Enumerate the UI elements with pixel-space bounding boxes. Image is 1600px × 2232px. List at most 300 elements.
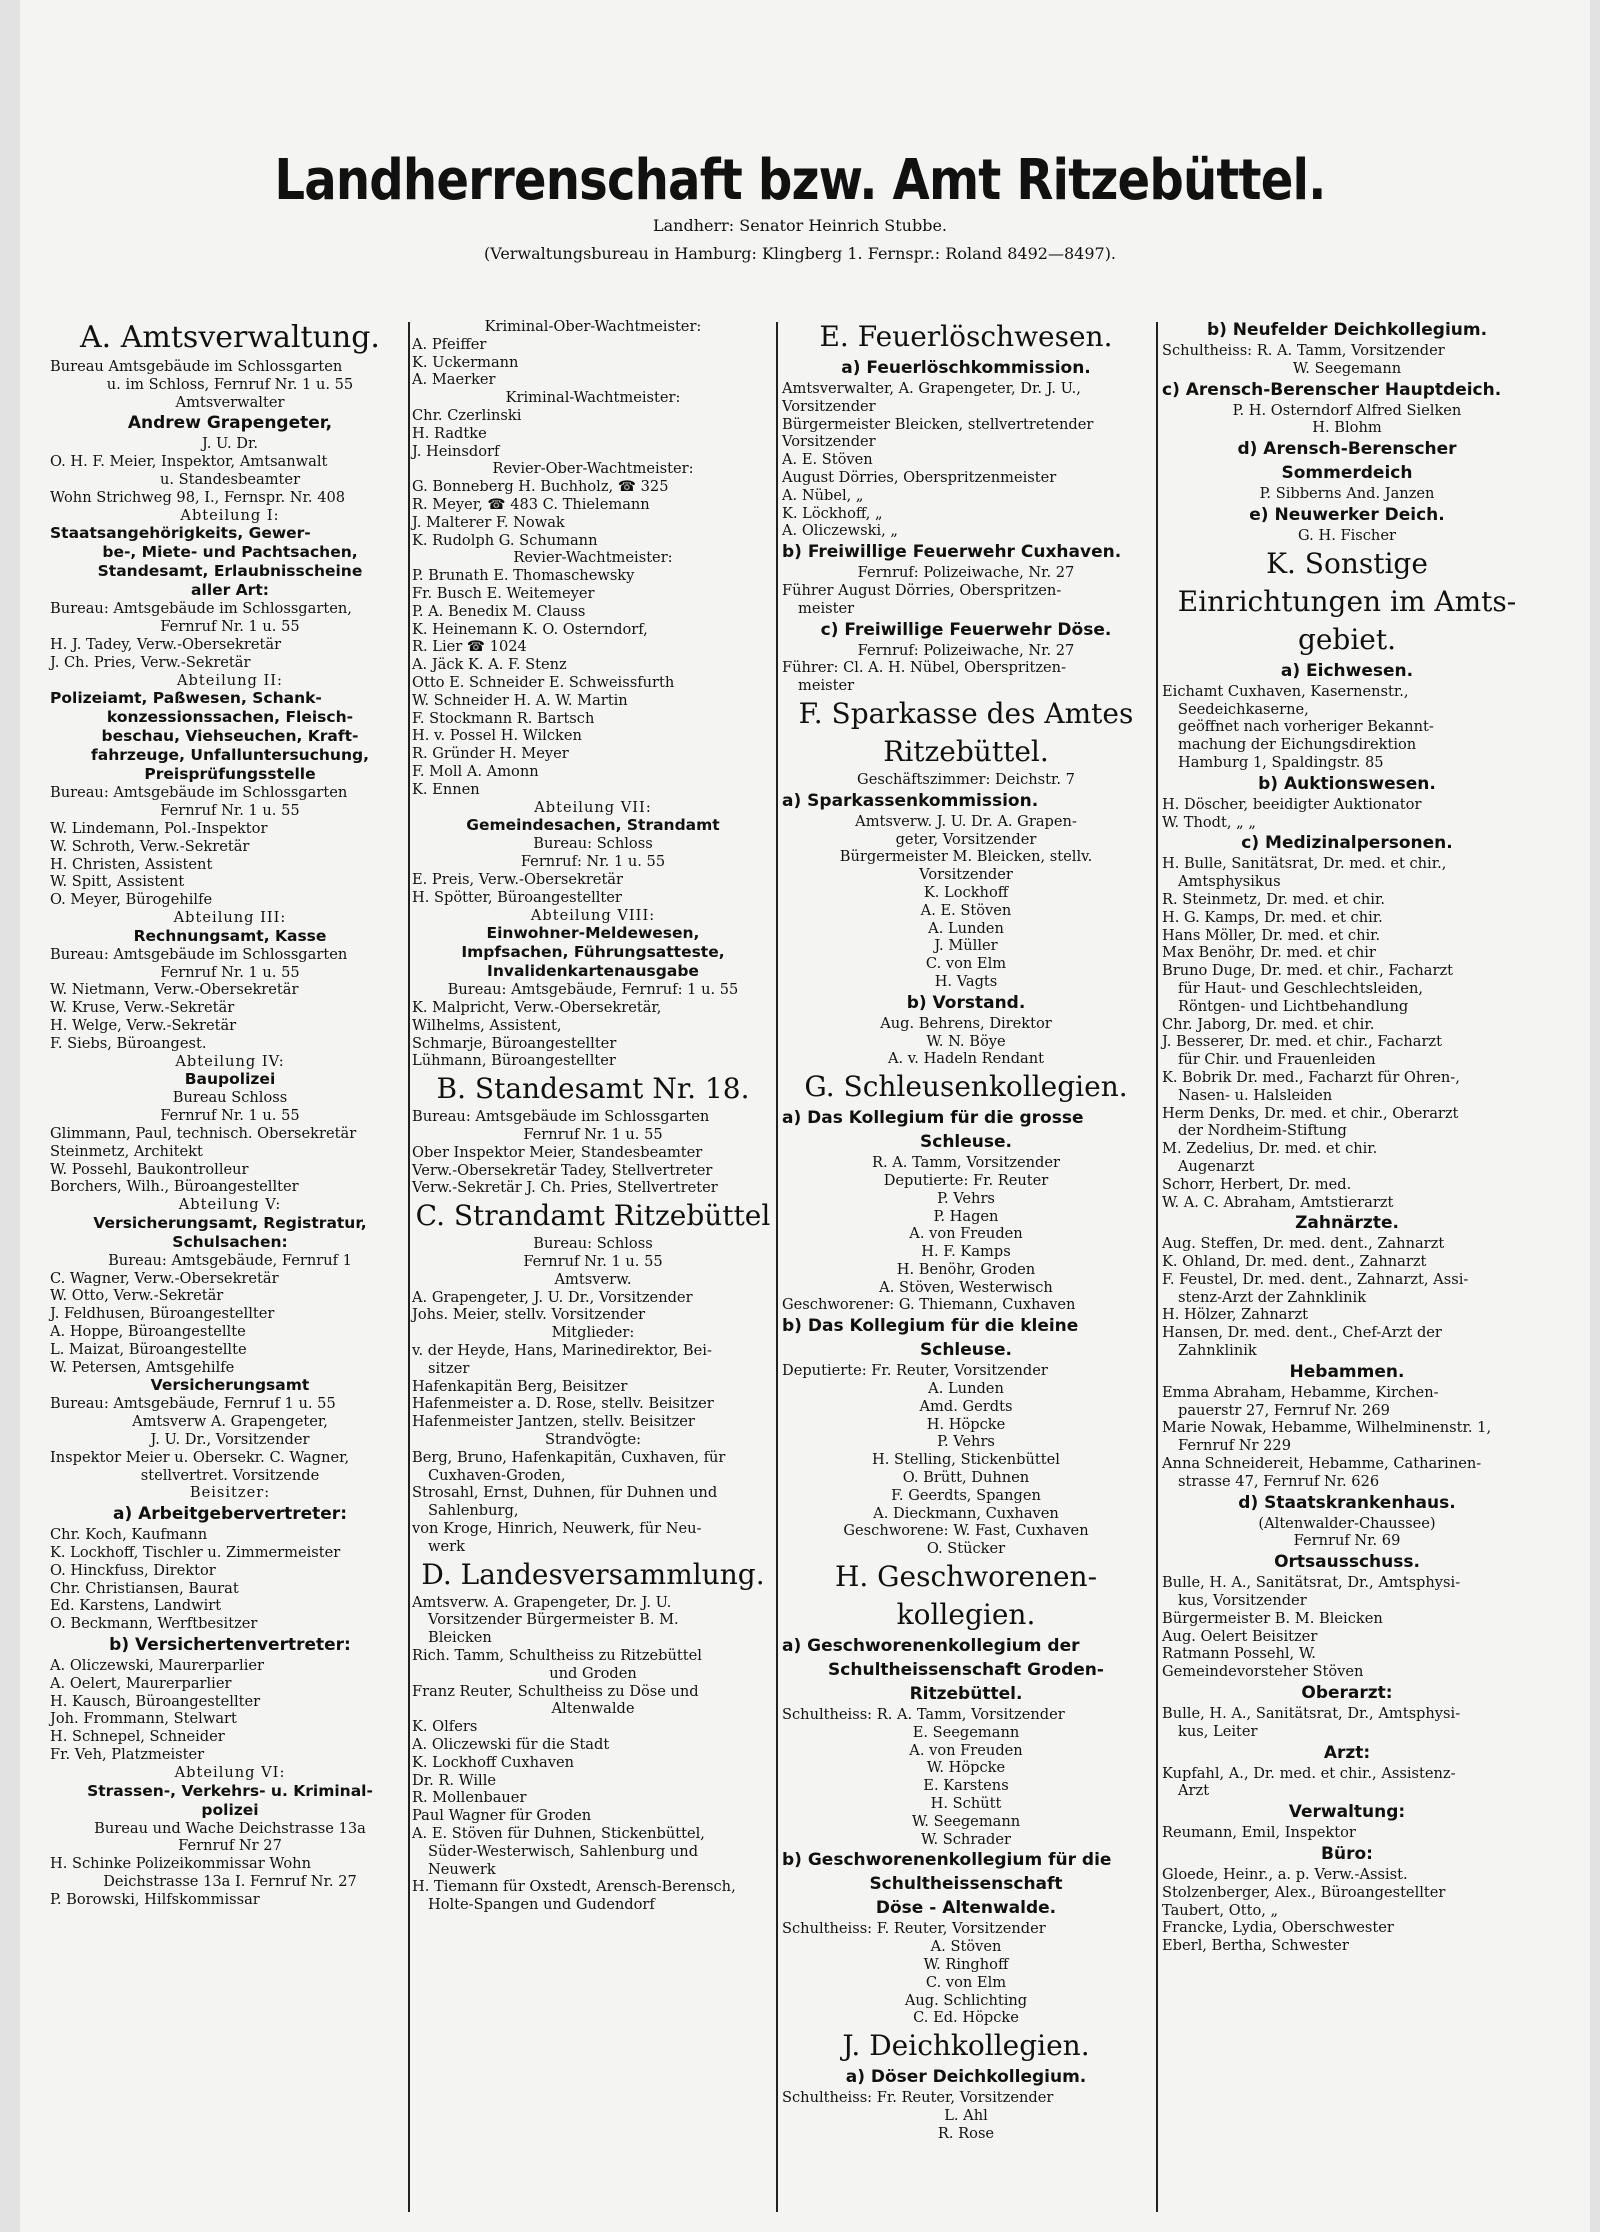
text-line: a) Das Kollegium für die grosse — [782, 1108, 1084, 1129]
text-line: H. Schnepel, Schneider — [50, 1728, 225, 1746]
text-line: O. Hinckfuss, Direktor — [50, 1561, 216, 1579]
text-line: Eichamt Cuxhaven, Kasernenstr., — [1162, 682, 1409, 700]
text-line: Schultheiss: R. A. Tamm, Vorsitzender — [782, 1706, 1065, 1724]
text-line: Fernruf: Polizeiwache, Nr. 27 — [857, 641, 1075, 659]
text-line: Amtsphysikus — [1178, 873, 1281, 891]
text-line: Fernruf: Polizeiwache, Nr. 27 — [857, 564, 1075, 582]
text-line: A. Lunden — [928, 919, 1004, 937]
text-line: Geschworener: G. Thiemann, Cuxhaven — [782, 1296, 1076, 1314]
text-line: d) Arensch-Berenscher — [1237, 439, 1457, 460]
text-line: Marie Nowak, Hebamme, Wilhelminenstr. 1, — [1162, 1419, 1492, 1437]
text-line: Geschworene: W. Fast, Cuxhaven — [843, 1522, 1089, 1540]
text-line: Abteilung VII: — [534, 798, 652, 816]
text-line: Gemeindevorsteher Stöven — [1162, 1663, 1364, 1681]
text-line: Eberl, Bertha, Schwester — [1162, 1937, 1349, 1955]
text-line: Verw.-Sekretär J. Ch. Pries, Stellvertreter — [412, 1179, 718, 1197]
text-line: Vorsitzender — [782, 397, 876, 415]
text-line: Bureau: Schloss — [533, 835, 653, 853]
text-line: W. Thodt, „ „ — [1162, 813, 1256, 831]
text-line: e) Neuwerker Deich. — [1249, 504, 1445, 525]
text-line: August Dörries, Oberspritzenmeister — [782, 468, 1057, 486]
text-line: Bureau und Wache Deichstrasse 13a — [94, 1819, 366, 1837]
text-line: Amtsverw A. Grapengeter, — [132, 1413, 328, 1431]
text-line: Schultheissenschaft — [869, 1874, 1063, 1895]
text-line: und Groden — [549, 1664, 637, 1682]
text-line: R. A. Tamm, Vorsitzender — [871, 1154, 1060, 1172]
text-line: W. Höpcke — [926, 1759, 1006, 1777]
text-line: Hafenmeister a. D. Rose, stellv. Beisitzer — [412, 1395, 714, 1413]
text-line: der Nordheim-Stiftung — [1178, 1122, 1347, 1140]
text-line: F. Sparkasse des Amtes — [798, 696, 1134, 730]
text-line: Bureau Amtsgebäude im Schlossgarten — [50, 358, 343, 375]
text-line: a) Sparkassenkommission. — [782, 790, 1039, 811]
text-line: Paul Wagner für Groden — [412, 1807, 592, 1825]
text-line: H. Höpcke — [926, 1415, 1006, 1433]
text-line: H. Christen, Assistent — [50, 855, 213, 873]
text-line: A. Stöven, Westerwisch — [879, 1278, 1053, 1296]
text-line: K. Ohland, Dr. med. dent., Zahnarzt — [1162, 1253, 1427, 1271]
text-line: Schultheiss: Fr. Reuter, Vorsitzender — [782, 2089, 1054, 2107]
text-line: H. Benöhr, Groden — [896, 1260, 1036, 1278]
text-line: W. Schroth, Verw.-Sekretär — [50, 837, 250, 855]
text-line: Bureau: Amtsgebäude im Schlossgarten — [412, 1108, 710, 1126]
text-line: kus, Vorsitzender — [1178, 1592, 1307, 1610]
text-line: P. Borowski, Hilfskommissar — [50, 1890, 260, 1908]
text-line: Geschäftszimmer: Deichstr. 7 — [857, 770, 1075, 788]
text-line: Revier-Wachtmeister: — [513, 549, 673, 567]
text-line: Johs. Meier, stellv. Vorsitzender — [412, 1306, 646, 1324]
text-line: Revier-Ober-Wachtmeister: — [492, 460, 694, 478]
text-line: konzessionssachen, Fleisch- — [106, 708, 354, 727]
text-line: Hebammen. — [1289, 1361, 1405, 1382]
text-line: H. Tiemann für Oxstedt, Arensch-Berensch, — [412, 1878, 736, 1896]
text-line: H. Hölzer, Zahnarzt — [1162, 1306, 1309, 1324]
text-line: Sommerdeich — [1281, 463, 1413, 484]
text-line: H. Welge, Verw.-Sekretär — [50, 1016, 237, 1034]
text-line: Bürgermeister Bleicken, stellvertretender — [782, 415, 1094, 433]
text-line: a) Feuerlöschkommission. — [841, 358, 1091, 378]
text-line: Beisitzer: — [189, 1484, 271, 1502]
text-line: Ritzebüttel. — [883, 734, 1049, 768]
text-line: Büro: — [1321, 1844, 1373, 1865]
text-line: Fr. Busch E. Weitemeyer — [412, 584, 595, 602]
text-line: für Chir. und Frauenleiden — [1178, 1051, 1376, 1069]
text-line: Einrichtungen im Amts- — [1177, 584, 1517, 618]
column-1 — [50, 318, 410, 1909]
text-line: Amtsverw. J. U. Dr. A. Grapen- — [855, 812, 1077, 830]
text-line: Bürgermeister B. M. Bleicken — [1162, 1609, 1383, 1627]
text-line: Otto E. Schneider E. Schweissfurth — [412, 673, 675, 691]
text-line: K. Bobrik Dr. med., Facharzt für Ohren-, — [1162, 1068, 1460, 1086]
text-line: Abteilung VI: — [174, 1763, 286, 1781]
text-line: P. H. Osterndorf Alfred Sielken — [1232, 401, 1462, 419]
text-line: H. Bulle, Sanitätsrat, Dr. med. et chir., — [1162, 855, 1447, 873]
text-line: H. G. Kamps, Dr. med. et chir. — [1162, 908, 1383, 926]
text-line: A. Oelert, Maurerparlier — [50, 1674, 232, 1692]
text-line: A. Dieckmann, Cuxhaven — [873, 1504, 1059, 1522]
text-line: Kriminal-Wachtmeister: — [505, 389, 681, 407]
text-line: Mitglieder: — [551, 1324, 635, 1342]
text-line: B. Standesamt Nr. 18. — [436, 1072, 750, 1106]
text-line: Ober Inspektor Meier, Standesbeamter — [412, 1143, 703, 1161]
text-line: Joh. Frommann, Stelwart — [50, 1710, 237, 1728]
text-line: Abteilung III: — [173, 908, 287, 926]
text-line: F. Siebs, Büroangest. — [50, 1034, 207, 1052]
text-line: Steinmetz, Architekt — [50, 1142, 203, 1160]
text-line: R. Lier ☎ 1024 — [412, 638, 527, 656]
text-line: A. Oliczewski, Maurerparlier — [50, 1657, 264, 1675]
text-line: Herm Denks, Dr. med. et chir., Oberarzt — [1162, 1104, 1459, 1122]
text-line: be-, Miete- und Pachtsachen, — [102, 543, 358, 562]
text-line: Fr. Veh, Platzmeister — [50, 1746, 205, 1764]
text-line: strasse 47, Fernruf Nr. 626 — [1178, 1472, 1380, 1490]
column-divider — [776, 322, 778, 2212]
text-line: J. Ch. Pries, Verw.-Sekretär — [50, 653, 251, 671]
text-line: Schulsachen: — [172, 1232, 288, 1251]
text-line: a) Eichwesen. — [1280, 660, 1414, 681]
text-line: K. Ennen — [412, 780, 480, 798]
text-line: aller Art: — [191, 581, 269, 600]
text-line: Bureau Schloss — [172, 1089, 288, 1107]
text-line: Wohn Strichweg 98, I., Fernspr. Nr. 408 — [50, 488, 346, 506]
text-line: R. Meyer, ☎ 483 C. Thielemann — [412, 495, 650, 513]
text-line: Aug. Schlichting — [904, 1991, 1028, 2009]
text-line: A. von Freuden — [909, 1225, 1023, 1243]
text-line: Abteilung II: — [177, 671, 283, 689]
text-line: H. Geschworenen- — [834, 1560, 1098, 1594]
text-line: a) Arbeitgebervertreter: — [112, 1504, 347, 1525]
text-line: E. Preis, Verw.-Obersekretär — [412, 870, 623, 888]
text-line: u. Standesbeamter — [159, 470, 301, 488]
text-line: A. Oliczewski für die Stadt — [412, 1735, 610, 1753]
text-line: A. Hoppe, Büroangestellte — [50, 1323, 246, 1341]
text-line: Bureau: Schloss — [533, 1235, 653, 1253]
text-line: Bruno Duge, Dr. med. et chir., Facharzt — [1162, 962, 1454, 980]
text-line: Stolzenberger, Alex., Büroangestellter — [1162, 1883, 1446, 1901]
text-line: Abteilung I: — [180, 506, 280, 524]
column-divider — [1156, 322, 1158, 2212]
text-line: A. Oliczewski, „ — [782, 522, 898, 540]
text-line: Invalidenkartenausgabe — [487, 962, 699, 981]
text-line: A. Nübel, „ — [782, 486, 864, 504]
text-line: P. Brunath E. Thomaschewsky — [412, 567, 635, 585]
text-line: Andrew Grapengeter, — [127, 413, 333, 434]
text-line: Amtsverwalter — [175, 393, 285, 411]
text-line: Fernruf Nr. 1 u. 55 — [160, 618, 300, 636]
text-line: stenz-Arzt der Zahnklinik — [1178, 1288, 1367, 1306]
text-line: Verwaltung: — [1288, 1802, 1406, 1823]
text-line: Ratmann Possehl, W. — [1162, 1645, 1316, 1663]
text-line: Strassen-, Verkehrs- u. Kriminal- — [87, 1781, 373, 1800]
text-line: Kupfahl, A., Dr. med. et chir., Assistenz- — [1162, 1764, 1456, 1782]
text-line: Aug. Oelert Beisitzer — [1162, 1627, 1318, 1645]
text-line: Schultheiss: R. A. Tamm, Vorsitzender — [1162, 342, 1445, 359]
text-line: Deichstrasse 13a I. Fernruf Nr. 27 — [103, 1873, 357, 1890]
text-line: Hamburg 1, Spaldingstr. 85 — [1178, 753, 1384, 771]
text-line: Standesamt, Erlaubnisscheine — [97, 562, 363, 581]
text-line: Bureau: Amtsgebäude, Fernruf 1 — [108, 1251, 352, 1269]
text-line: b) Vorstand. — [906, 992, 1026, 1013]
text-line: kollegien. — [896, 1598, 1036, 1632]
text-line: b) Auktionswesen. — [1258, 773, 1436, 794]
text-line: Chr. Koch, Kaufmann — [50, 1526, 208, 1544]
text-line: E. Karstens — [923, 1777, 1009, 1795]
column-2 — [412, 318, 774, 1914]
text-line: Baupolizei — [184, 1070, 276, 1089]
text-line: von Kroge, Hinrich, Neuwerk, für Neu- — [412, 1520, 702, 1538]
text-line: A. Amtsverwaltung. — [80, 320, 380, 355]
text-line: für Haut- und Geschlechtsleiden, — [1178, 979, 1424, 997]
text-line: c) Freiwillige Feuerwehr Döse. — [820, 619, 1112, 640]
text-line: Schleuse. — [920, 1132, 1012, 1153]
text-line: Hafenmeister Jantzen, stellv. Beisitzer — [412, 1413, 695, 1431]
text-line: C. Ed. Höpcke — [913, 2009, 1019, 2027]
text-line: L. Maizat, Büroangestellte — [50, 1340, 247, 1358]
text-line: J. Malterer F. Nowak — [412, 513, 565, 531]
text-line: O. Meyer, Bürogehilfe — [50, 891, 213, 909]
text-line: J. Heinsdorf — [412, 442, 500, 460]
text-line: Fernruf Nr 229 — [1178, 1437, 1291, 1455]
text-line: Oberarzt: — [1301, 1683, 1393, 1704]
text-line: A. Maerker — [412, 371, 496, 389]
text-line: K. Olfers — [412, 1718, 478, 1736]
text-line: Fernruf Nr 27 — [178, 1837, 282, 1855]
text-line: Seedeichkaserne, — [1178, 700, 1309, 718]
text-line: Abteilung V: — [178, 1196, 282, 1214]
text-line: O. Stücker — [926, 1540, 1006, 1558]
text-line: machung der Eichungsdirektion — [1178, 736, 1417, 754]
text-line: H. Kausch, Büroangestellter — [50, 1692, 261, 1710]
text-line: c) Medizinalpersonen. — [1241, 833, 1453, 854]
text-line: Arzt: — [1323, 1742, 1371, 1763]
text-line: Aug. Behrens, Direktor — [880, 1014, 1052, 1032]
column-4 — [1162, 318, 1532, 1955]
text-line: Dr. R. Wille — [412, 1771, 496, 1789]
text-line: Preisprüfungsstelle — [144, 765, 316, 784]
text-line: Bulle, H. A., Sanitätsrat, Dr., Amtsphysi- — [1162, 1574, 1461, 1592]
text-line: Strosahl, Ernst, Duhnen, für Duhnen und — [412, 1484, 718, 1502]
text-line: Hansen, Dr. med. dent., Chef-Arzt der — [1162, 1324, 1442, 1342]
text-line: Zahnärzte. — [1295, 1213, 1399, 1234]
text-line: J. Müller — [934, 937, 998, 955]
text-line: J. U. Dr., Vorsitzender — [150, 1431, 310, 1449]
text-line: Chr. Czerlinski — [412, 406, 522, 424]
text-line: Glimmann, Paul, technisch. Obersekretär — [50, 1124, 357, 1142]
text-line: R. Gründer H. Meyer — [412, 745, 569, 763]
text-line: W. Schneider H. A. W. Martin — [412, 691, 628, 709]
text-line: Süder-Westerwisch, Sahlenburg und — [428, 1842, 699, 1860]
text-line: H. Schinke Polizeikommissar Wohn — [50, 1855, 311, 1873]
text-line: P. Sibberns And. Janzen — [1259, 485, 1435, 503]
text-line: O. H. F. Meier, Inspektor, Amtsanwalt — [50, 453, 328, 471]
text-line: R. Steinmetz, Dr. med. et chir. — [1162, 890, 1385, 908]
text-line: K. Uckermann — [412, 353, 519, 371]
landherr-line: Landherr: Senator Heinrich Stubbe. — [652, 216, 948, 235]
text-line: v. der Heyde, Hans, Marinedirektor, Bei- — [412, 1342, 712, 1360]
text-line: A. Pfeiffer — [412, 335, 487, 353]
text-line: P. A. Benedix M. Clauss — [412, 602, 586, 620]
text-line: C. Strandamt Ritzebüttel — [415, 1199, 771, 1233]
text-line: Reumann, Emil, Inspektor — [1162, 1824, 1356, 1842]
text-line: Fernruf Nr. 69 — [1293, 1532, 1401, 1550]
text-line: C. von Elm — [925, 955, 1007, 973]
text-line: Ed. Karstens, Landwirt — [50, 1597, 222, 1615]
text-line: W. Petersen, Amtsgehilfe — [50, 1358, 235, 1376]
text-line: W. Lindemann, Pol.-Inspektor — [50, 819, 268, 837]
text-line: H. Blohm — [1312, 419, 1382, 437]
text-line: Inspektor Meier u. Obersekr. C. Wagner, — [50, 1448, 350, 1466]
text-line: Borchers, Wilh., Büroangestellter — [50, 1178, 299, 1196]
text-line: Francke, Lydia, Oberschwester — [1162, 1919, 1394, 1937]
text-line: K. Sonstige — [1266, 546, 1428, 580]
text-line: Kriminal-Ober-Wachtmeister: — [484, 318, 702, 335]
text-line: pauerstr 27, Fernruf Nr. 269 — [1178, 1401, 1390, 1419]
text-line: A. von Freuden — [909, 1741, 1023, 1759]
text-line: Altenwalde — [551, 1700, 635, 1718]
text-line: G. Schleusenkollegien. — [804, 1070, 1128, 1104]
text-line: d) Staatskrankenhaus. — [1238, 1492, 1456, 1513]
text-line: Hafenkapitän Berg, Beisitzer — [412, 1377, 628, 1395]
text-line: geöffnet nach vorheriger Bekannt- — [1178, 718, 1434, 736]
text-line: Berg, Bruno, Hafenkapitän, Cuxhaven, für — [412, 1448, 726, 1466]
text-line: K. Lockhoff Cuxhaven — [412, 1753, 575, 1771]
text-line: H. J. Tadey, Verw.-Obersekretär — [50, 635, 282, 653]
text-line: J. U. Dr. — [202, 435, 258, 453]
text-line: Amd. Gerdts — [919, 1397, 1013, 1415]
text-line: Bulle, H. A., Sanitätsrat, Dr., Amtsphysi- — [1162, 1705, 1461, 1723]
text-line: P. Hagen — [933, 1207, 999, 1225]
text-line: Sahlenburg, — [428, 1502, 519, 1520]
text-line: A. Grapengeter, J. U. Dr., Vorsitzender — [412, 1288, 693, 1306]
text-line: Abteilung IV: — [175, 1052, 285, 1070]
text-line: Strandvögte: — [544, 1431, 642, 1449]
text-line: A. Lunden — [928, 1380, 1004, 1398]
text-line: Bureau: Amtsgebäude im Schlossgarten, — [50, 600, 352, 618]
text-line: Bureau: Amtsgebäude im Schlossgarten — [50, 945, 348, 963]
text-line: Fernruf Nr. 1 u. 55 — [160, 802, 300, 820]
text-line: sitzer — [428, 1359, 470, 1377]
text-line: Bureau: Amtsgebäude, Fernruf: 1 u. 55 — [447, 981, 739, 999]
text-line: Arzt — [1178, 1782, 1210, 1800]
text-line: Führer August Dörries, Oberspritzen- — [782, 581, 1062, 599]
text-line: Vorsitzender — [782, 433, 876, 451]
text-line: polizei — [201, 1800, 259, 1819]
text-line: b) Freiwillige Feuerwehr Cuxhaven. — [782, 542, 1122, 563]
text-line: F. Feustel, Dr. med. dent., Zahnarzt, Assi- — [1162, 1270, 1469, 1288]
text-line: L. Ahl — [944, 2107, 988, 2124]
text-line: Fernruf: Nr. 1 u. 55 — [520, 853, 666, 871]
text-line: E. Feuerlöschwesen. — [819, 320, 1113, 353]
text-line: Amtsverwalter, A. Grapengeter, Dr. J. U., — [782, 380, 1081, 397]
text-line: u. im Schloss, Fernruf Nr. 1 u. 55 — [106, 375, 354, 393]
text-line: K. Malpricht, Verw.-Obersekretär, — [412, 999, 662, 1017]
text-line: Aug. Steffen, Dr. med. dent., Zahnarzt — [1162, 1235, 1445, 1253]
text-line: W. Kruse, Verw.-Sekretär — [50, 999, 235, 1017]
text-line: A. E. Stöven — [920, 901, 1012, 919]
text-line: H. Schütt — [930, 1795, 1002, 1813]
text-line: Chr. Christiansen, Baurat — [50, 1579, 239, 1597]
text-line: Fernruf Nr. 1 u. 55 — [523, 1253, 663, 1271]
text-line: W. Seegemann — [1292, 359, 1402, 377]
text-line: Bureau: Amtsgebäude im Schlossgarten — [50, 784, 348, 802]
text-line: b) Versichertenvertreter: — [109, 1635, 351, 1656]
text-line: Führer: Cl. A. H. Nübel, Oberspritzen- — [782, 659, 1067, 677]
text-line: Franz Reuter, Schultheiss zu Döse und — [412, 1682, 699, 1700]
text-line: W. Otto, Verw.-Sekretär — [50, 1287, 224, 1305]
text-line: R. Rose — [937, 2124, 995, 2142]
text-line: Wilhelms, Assistent, — [412, 1016, 562, 1034]
text-line: Neuwerk — [428, 1860, 496, 1878]
text-line: Holte-Spangen und Gudendorf — [428, 1896, 655, 1914]
text-line: Schultheissenschaft Groden- — [828, 1660, 1104, 1681]
text-line: Vorsitzender — [919, 866, 1013, 884]
text-line: Schmarje, Büroangestellter — [412, 1034, 617, 1052]
text-line: beschau, Viehseuchen, Kraft- — [101, 727, 359, 746]
text-line: Versicherungsamt, Registratur, — [93, 1213, 367, 1232]
text-line: Vorsitzender Bürgermeister B. M. — [428, 1611, 679, 1629]
text-line: F. Moll A. Amonn — [412, 762, 539, 780]
text-line: meister — [798, 677, 855, 695]
text-line: C. Wagner, Verw.-Obersekretär — [50, 1269, 279, 1287]
text-line: Schleuse. — [920, 1340, 1012, 1361]
text-line: H. Spötter, Büroangestellter — [412, 888, 622, 906]
text-line: F. Stockmann R. Bartsch — [412, 709, 595, 727]
text-line: A. E. Stöven für Duhnen, Stickenbüttel, — [412, 1824, 705, 1842]
text-line: K. Löckhoff, „ — [782, 504, 883, 522]
text-line: C. von Elm — [925, 1973, 1007, 1991]
text-line: Deputierte: Fr. Reuter, Vorsitzender — [782, 1362, 1048, 1380]
text-line: H. Stelling, Stickenbüttel — [872, 1451, 1060, 1469]
text-line: A. v. Hadeln Rendant — [887, 1050, 1045, 1068]
text-line: Ortsausschuss. — [1274, 1552, 1420, 1573]
text-line: Max Benöhr, Dr. med. et chir — [1162, 944, 1376, 962]
text-line: Schorr, Herbert, Dr. med. — [1162, 1175, 1352, 1193]
text-line: J. Deichkollegien. — [842, 2029, 1090, 2063]
text-line: D. Landesversammlung. — [421, 1557, 765, 1591]
text-line: A. Stöven — [930, 1938, 1002, 1956]
text-line: Amtsverw. — [554, 1270, 632, 1288]
text-line: H. Vagts — [934, 972, 998, 990]
text-line: Augenarzt — [1178, 1157, 1255, 1175]
text-line: Polizeiamt, Paßwesen, Schank- — [50, 689, 322, 708]
text-line: M. Zedelius, Dr. med. et chir. — [1162, 1140, 1378, 1158]
text-line: Verw.-Obersekretär Tadey, Stellvertreter — [412, 1161, 713, 1179]
text-line: werk — [428, 1537, 465, 1555]
text-line: W. Ringhoff — [923, 1956, 1009, 1974]
text-line: A. E. Stöven — [782, 451, 873, 469]
text-line: K. Lockhoff, Tischler u. Zimmermeister — [50, 1544, 341, 1562]
text-line: W. Seegemann — [911, 1812, 1021, 1830]
text-line: Chr. Jaborg, Dr. med. et chir. — [1162, 1015, 1375, 1033]
text-line: a) Geschworenenkollegium der — [782, 1636, 1080, 1657]
text-line: a) Döser Deichkollegium. — [845, 2067, 1087, 2088]
text-line: Röntgen- und Lichtbehandlung — [1178, 997, 1409, 1015]
text-line: Emma Abraham, Hebamme, Kirchen- — [1162, 1383, 1439, 1401]
text-line: K. Rudolph G. Schumann — [412, 531, 598, 549]
text-line: Abteilung VIII: — [530, 906, 656, 924]
text-line: Lühmann, Büroangestellter — [412, 1052, 616, 1070]
text-line: H. F. Kamps — [921, 1243, 1011, 1261]
text-line: H. Radtke — [412, 424, 487, 442]
text-line: K. Heinemann K. O. Osterndorf, — [412, 620, 648, 638]
text-line: Impfsachen, Führungsatteste, — [461, 943, 725, 962]
column-3 — [782, 318, 1150, 2143]
text-line: Cuxhaven-Groden, — [428, 1466, 566, 1484]
text-line: E. Seegemann — [912, 1723, 1020, 1741]
text-line: stellvertret. Vorsitzende — [140, 1466, 320, 1484]
text-line: W. Schrader — [921, 1830, 1011, 1848]
text-line: Döse - Altenwalde. — [875, 1898, 1057, 1919]
